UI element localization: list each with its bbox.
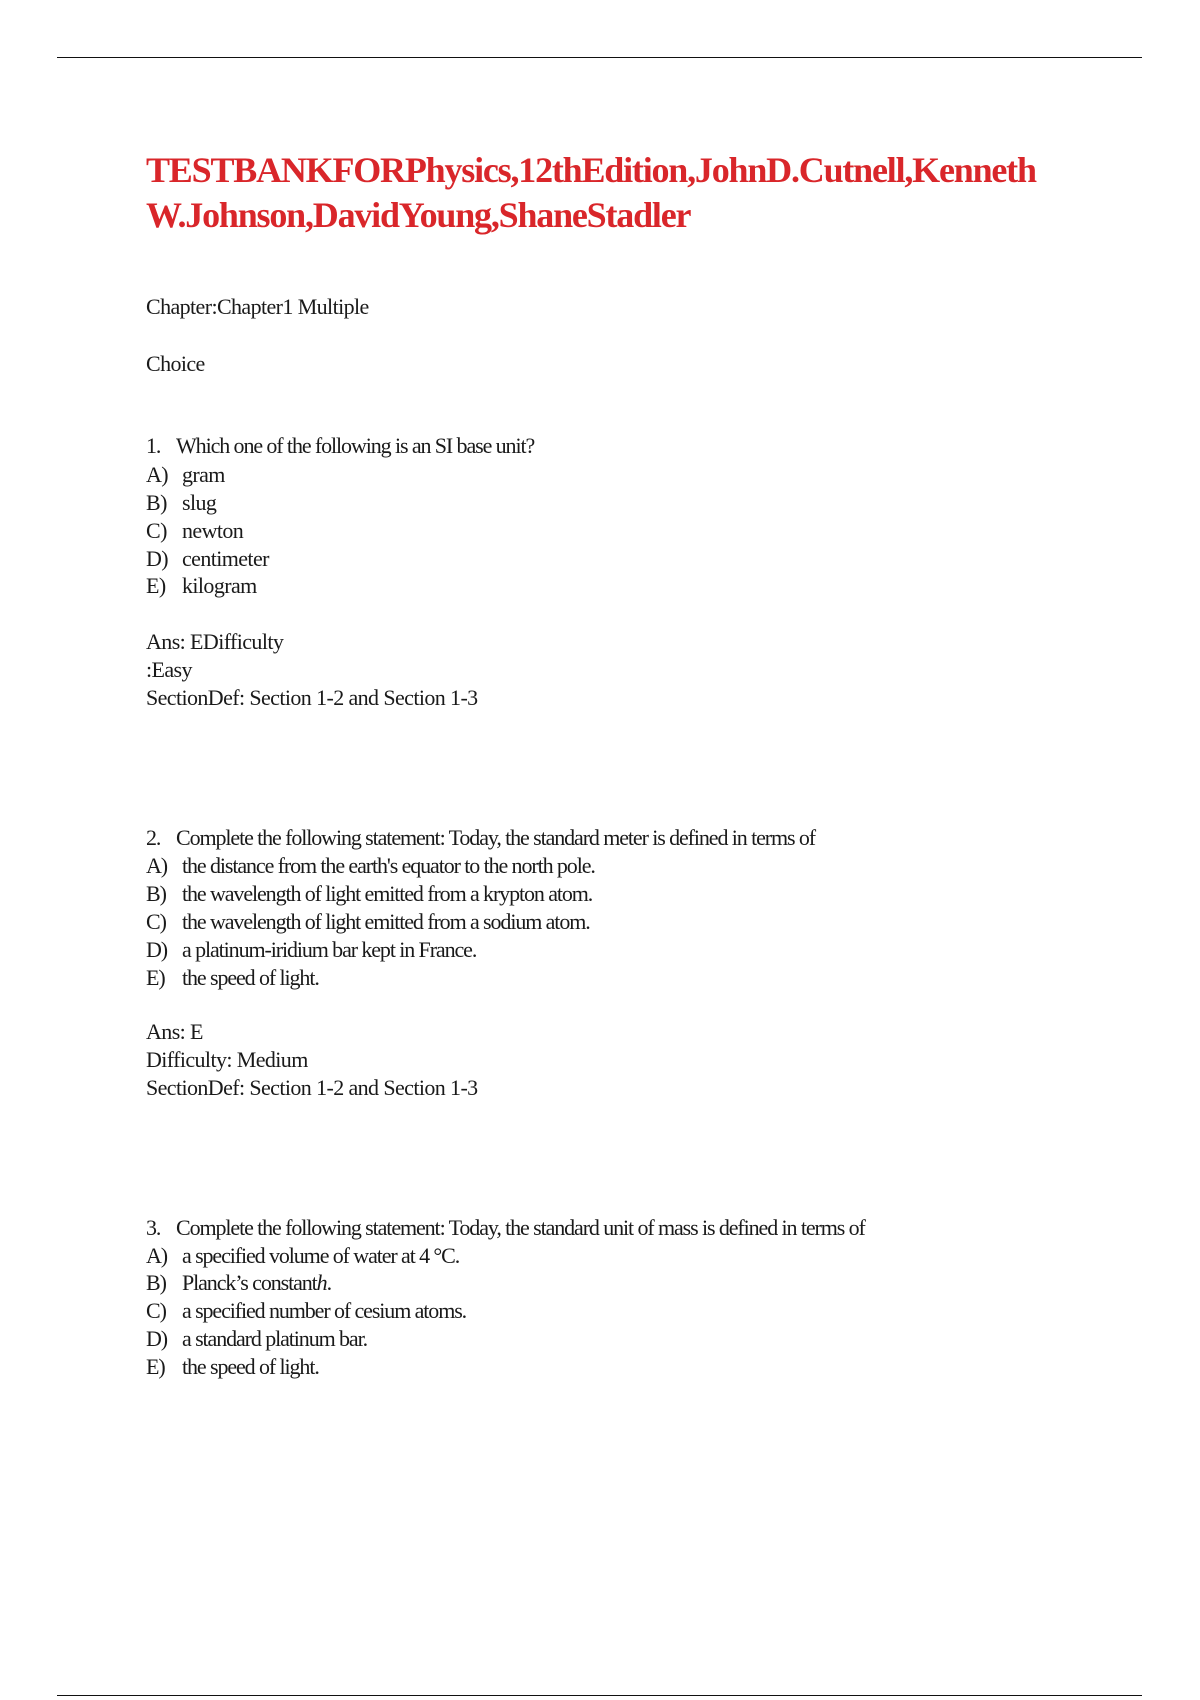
question-text: Complete the following statement: Today, the standard meter is defined in terms of xyxy=(176,825,815,850)
section-line: SectionDef: Section 1-2 and Section 1-3 xyxy=(146,1075,478,1100)
question-3 xyxy=(146,1214,865,1242)
option-2e xyxy=(146,964,319,992)
question-number: 2. xyxy=(146,825,161,850)
difficulty-line: :Easy xyxy=(146,657,192,682)
option-text: the speed of light. xyxy=(182,1354,319,1379)
option-letter: E) xyxy=(146,1354,165,1379)
option-text: gram xyxy=(182,462,225,487)
question-text: Complete the following statement: Today, the standard unit of mass is defined in terms of xyxy=(176,1215,865,1240)
question-1 xyxy=(146,432,534,460)
section-line: SectionDef: Section 1-2 and Section 1-3 xyxy=(146,685,478,710)
bottom-rule xyxy=(57,1695,1142,1696)
difficulty-line: Difficulty: Medium xyxy=(146,1047,308,1072)
option-2d xyxy=(146,936,476,964)
option-letter: C) xyxy=(146,1298,166,1323)
option-letter: D) xyxy=(146,546,169,571)
title-line-1: TESTBANKFORPhysics,12thEdition,JohnD.Cutnell,Kenneth xyxy=(146,150,1036,190)
option-letter: A) xyxy=(146,853,168,878)
option-1c xyxy=(146,517,243,545)
option-text: the speed of light. xyxy=(182,965,319,990)
option-letter: C) xyxy=(146,518,167,543)
option-letter: E) xyxy=(146,573,166,598)
option-3d xyxy=(146,1325,367,1353)
option-3a xyxy=(146,1242,459,1270)
chapter-line: Chapter:Chapter1 Multiple xyxy=(146,294,369,319)
option-text: a platinum-iridium bar kept in France. xyxy=(182,937,477,962)
option-letter: B) xyxy=(146,881,166,906)
question-2 xyxy=(146,824,815,852)
option-text: slug xyxy=(182,490,217,515)
option-letter: C) xyxy=(146,909,166,934)
planck-symbol: h xyxy=(316,1270,327,1295)
option-text: the wavelength of light emitted from a sodium atom. xyxy=(182,909,590,934)
option-letter: E) xyxy=(146,965,165,990)
option-letter: A) xyxy=(146,1243,168,1268)
option-3b xyxy=(146,1269,331,1297)
option-text: a specified volume of water at 4 °C. xyxy=(182,1243,460,1268)
option-letter: B) xyxy=(146,490,167,515)
option-text: the wavelength of light emitted from a krypton atom. xyxy=(182,881,593,906)
document-title xyxy=(146,148,1146,238)
option-2a xyxy=(146,852,595,880)
option-letter: D) xyxy=(146,937,168,962)
option-letter: D) xyxy=(146,1326,168,1351)
question-number: 1. xyxy=(146,433,161,458)
option-letter: B) xyxy=(146,1270,166,1295)
option-1a xyxy=(146,461,225,489)
option-2b xyxy=(146,880,592,908)
question-text: Which one of the following is an SI base unit? xyxy=(176,433,535,458)
option-suffix: . xyxy=(326,1270,331,1295)
option-3c xyxy=(146,1297,466,1325)
option-text: the distance from the earth's equator to the north pole. xyxy=(182,853,595,878)
title-line-2: W.Johnson,DavidYoung,ShaneStadler xyxy=(146,195,691,235)
option-text: a standard platinum bar. xyxy=(182,1326,367,1351)
answer-line: Ans: E xyxy=(146,1019,203,1044)
top-rule xyxy=(57,57,1142,58)
answer-line: Ans: EDifficulty xyxy=(146,629,284,654)
option-1b xyxy=(146,489,216,517)
option-text: newton xyxy=(182,518,244,543)
option-text: a specified number of cesium atoms. xyxy=(182,1298,467,1323)
option-text: centimeter xyxy=(182,546,269,571)
option-letter: A) xyxy=(146,462,169,487)
option-text: kilogram xyxy=(182,573,257,598)
option-1e xyxy=(146,572,257,600)
chapter-line-2: Choice xyxy=(146,351,205,376)
question-number: 3. xyxy=(146,1215,161,1240)
option-1d xyxy=(146,545,269,573)
option-2c xyxy=(146,908,590,936)
option-text: Planck’s constant xyxy=(182,1270,317,1295)
option-3e xyxy=(146,1353,319,1381)
